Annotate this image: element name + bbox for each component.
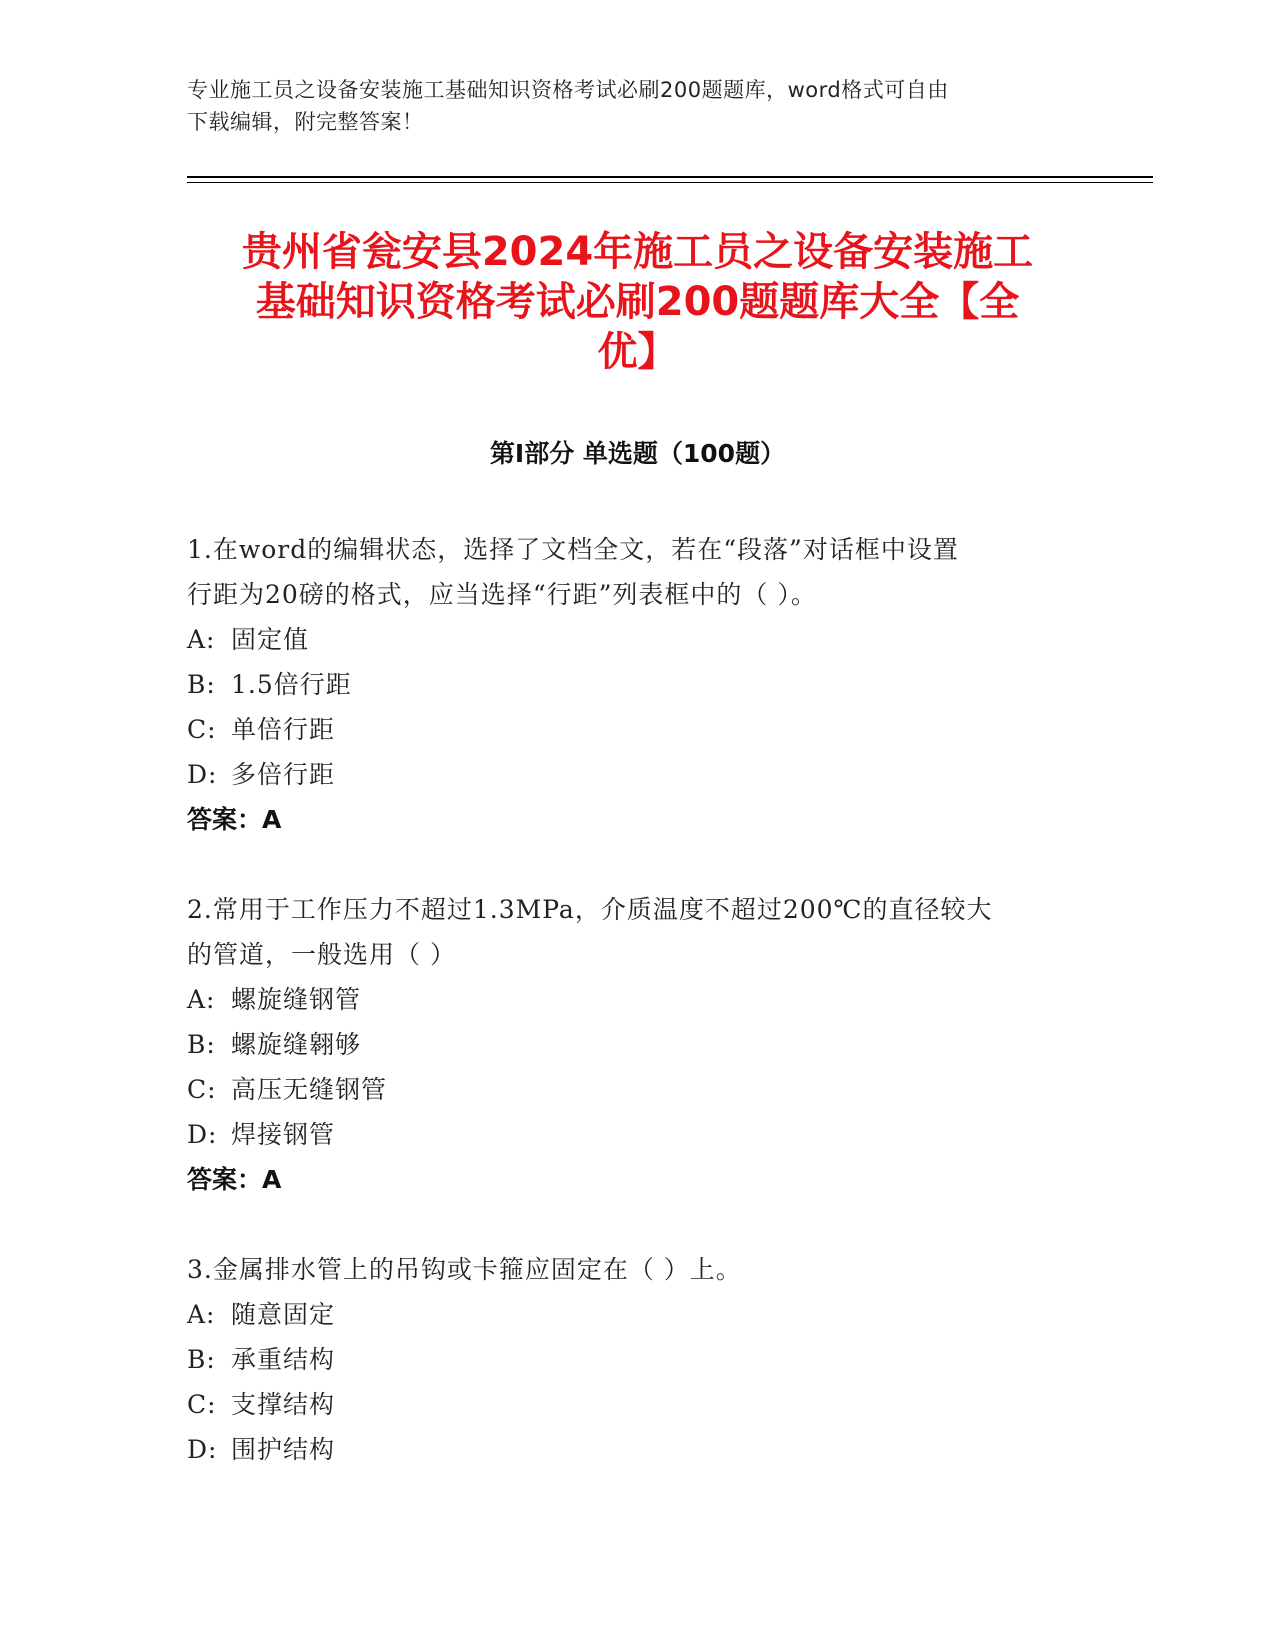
option-c: [187, 1382, 1087, 1427]
header-divider-thin: [187, 182, 1153, 183]
option-letter: B:: [187, 1030, 216, 1059]
option-d: [187, 752, 1087, 797]
option-letter: A:: [187, 1300, 216, 1329]
question-stem: [187, 887, 1087, 977]
answer-line: 答案：A: [187, 805, 282, 834]
option-text: 承重结构: [231, 1345, 336, 1374]
option-text: 围护结构: [231, 1435, 336, 1464]
option-letter: C:: [187, 715, 217, 744]
option-text: 螺旋缝翱够: [231, 1030, 362, 1059]
option-text: 固定值: [231, 625, 310, 654]
option-text: 支撑结构: [231, 1390, 336, 1419]
document-title: [170, 227, 1105, 377]
header-note: [187, 74, 1067, 138]
option-d: [187, 1427, 1087, 1472]
question-3: [187, 1247, 1087, 1472]
header-divider-thick: [187, 176, 1153, 178]
option-letter: D:: [187, 1120, 218, 1149]
option-b: [187, 1337, 1087, 1382]
option-text: 螺旋缝钢管: [231, 985, 362, 1014]
title-line: 优】: [597, 329, 678, 375]
option-letter: C:: [187, 1390, 217, 1419]
option-letter: C:: [187, 1075, 217, 1104]
option-c: [187, 707, 1087, 752]
option-text: 多倍行距: [231, 760, 336, 789]
question-2: [187, 887, 1087, 1202]
option-text: 单倍行距: [231, 715, 336, 744]
option-letter: A:: [187, 985, 216, 1014]
option-a: [187, 1292, 1087, 1337]
option-text: 高压无缝钢管: [231, 1075, 388, 1104]
header-note-line: 专业施工员之设备安装施工基础知识资格考试必刷200题题库，word格式可自由: [187, 78, 949, 102]
question-stem: [187, 527, 1087, 617]
option-a: [187, 977, 1087, 1022]
option-c: [187, 1067, 1087, 1112]
option-letter: D:: [187, 760, 218, 789]
option-letter: B:: [187, 670, 216, 699]
answer-line: 答案：A: [187, 1165, 282, 1194]
question-stem-line: 1.在word的编辑状态，选择了文档全文，若在“段落”对话框中设置: [187, 535, 959, 564]
question-stem-line: 2.常用于工作压力不超过1.3MPa，介质温度不超过200℃的直径较大: [187, 895, 993, 924]
question-stem-line: 行距为20磅的格式，应当选择“行距”列表框中的（ ）。: [187, 580, 817, 609]
option-letter: A:: [187, 625, 216, 654]
title-line: 贵州省瓮安县2024年施工员之设备安装施工: [241, 229, 1034, 275]
question-stem-line: 3.金属排水管上的吊钩或卡箍应固定在（ ）上。: [187, 1255, 742, 1284]
option-letter: D:: [187, 1435, 218, 1464]
option-text: 1.5倍行距: [231, 670, 352, 699]
header-note-line: 下载编辑，附完整答案！: [187, 110, 424, 134]
question-1: [187, 527, 1087, 842]
title-line: 基础知识资格考试必刷200题题库大全【全: [255, 279, 1020, 325]
option-b: [187, 1022, 1087, 1067]
section-title: 第Ⅰ部分 单选题（100题）: [489, 439, 786, 468]
option-text: 随意固定: [231, 1300, 336, 1329]
question-stem: [187, 1247, 1087, 1292]
option-a: [187, 617, 1087, 662]
option-text: 焊接钢管: [231, 1120, 336, 1149]
option-d: [187, 1112, 1087, 1157]
option-b: [187, 662, 1087, 707]
option-letter: B:: [187, 1345, 216, 1374]
question-stem-line: 的管道，一般选用（ ）: [187, 940, 456, 969]
